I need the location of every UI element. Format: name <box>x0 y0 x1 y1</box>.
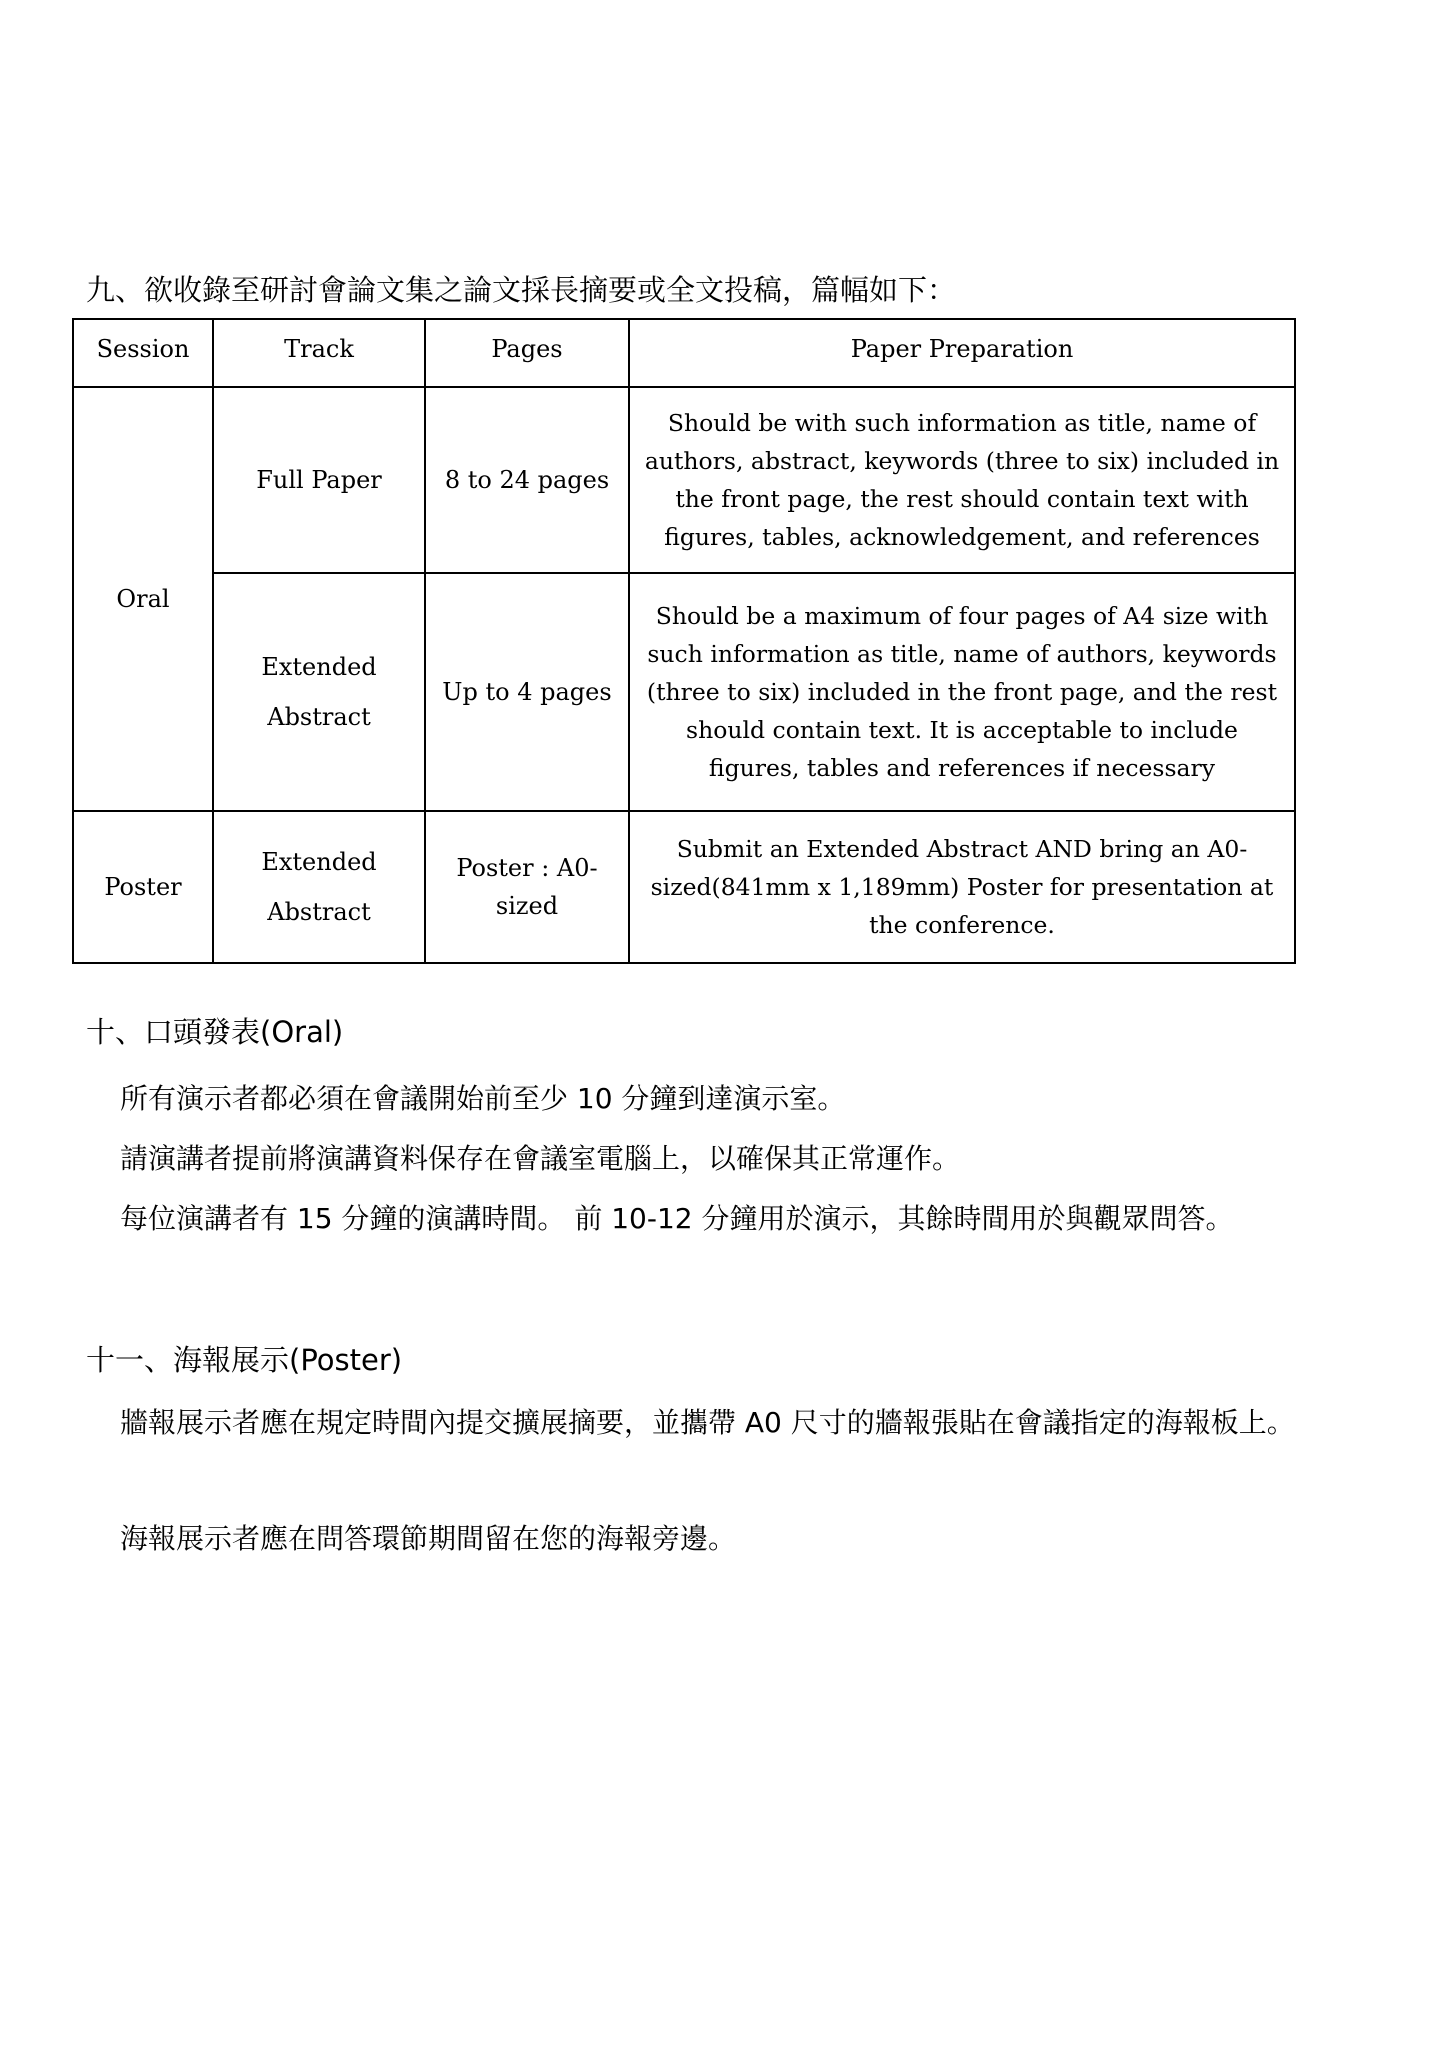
oral-paragraph-arrival: 所有演示者都必須在會議開始前至少 10 分鐘到達演示室。 <box>120 1082 846 1115</box>
oral-paragraph-time-limit: 每位演講者有 15 分鐘的演講時間。 前 10-12 分鐘用於演示，其餘時間用於與觀眾問答。 <box>120 1202 1234 1235</box>
section-9-heading: 九、欲收錄至研討會論文集之論文採長摘要或全文投稿，篇幅如下： <box>86 273 957 307</box>
track-line-2: Abstract <box>267 898 371 926</box>
oral-paragraph-save-slides: 請演講者提前將演講資料保存在會議室電腦上，以確保其正常運作。 <box>120 1142 961 1175</box>
pages-oral-extended-cell: Up to 4 pages <box>425 573 629 811</box>
poster-paragraph-stay: 海報展示者應在問答環節期間留在您的海報旁邊。 <box>120 1522 737 1555</box>
session-oral-cell: Oral <box>73 387 213 811</box>
section-11-heading: 十一、海報展示(Poster) <box>86 1343 403 1377</box>
header-track: Track <box>213 319 425 387</box>
header-paper-preparation: Paper Preparation <box>629 319 1295 387</box>
track-line-1: Extended <box>261 848 377 876</box>
table-row <box>73 811 1295 963</box>
table-row <box>73 387 1295 573</box>
track-oral-extended-cell <box>213 573 425 811</box>
track-line-1: Extended <box>261 653 377 681</box>
poster-paragraph-submit: 牆報展示者應在規定時間內提交擴展摘要，並攜帶 A0 尺寸的牆報張貼在會議指定的海報板上。 <box>120 1406 1295 1439</box>
section-10-heading: 十、口頭發表(Oral) <box>86 1015 344 1049</box>
header-pages: Pages <box>425 319 629 387</box>
paper-length-table <box>72 318 1296 964</box>
pages-full-paper-cell: 8 to 24 pages <box>425 387 629 573</box>
pages-poster-cell <box>425 811 629 963</box>
preparation-poster-cell: Submit an Extended Abstract AND bring an A0-sized(841mm x 1,189mm) Poster for presentation at the conference. <box>629 811 1295 963</box>
track-full-paper-cell: Full Paper <box>213 387 425 573</box>
track-line-2: Abstract <box>267 703 371 731</box>
header-session: Session <box>73 319 213 387</box>
table-row <box>73 573 1295 811</box>
pages-line-1: Poster : A0- <box>456 854 598 882</box>
session-poster-cell: Poster <box>73 811 213 963</box>
preparation-full-paper-cell: Should be with such information as title, name of authors, abstract, keywords (three to six) included in the front page, the rest should contain text with figures, tables, acknowledgement, and references <box>629 387 1295 573</box>
preparation-oral-extended-cell: Should be a maximum of four pages of A4 size with such information as title, name of authors, keywords (three to six) included in the front page, and the rest should contain text. It is acceptable to include figures, tables and references if necessary <box>629 573 1295 811</box>
pages-line-2: sized <box>495 892 559 920</box>
table-header-row <box>73 319 1295 387</box>
track-poster-extended-cell <box>213 811 425 963</box>
